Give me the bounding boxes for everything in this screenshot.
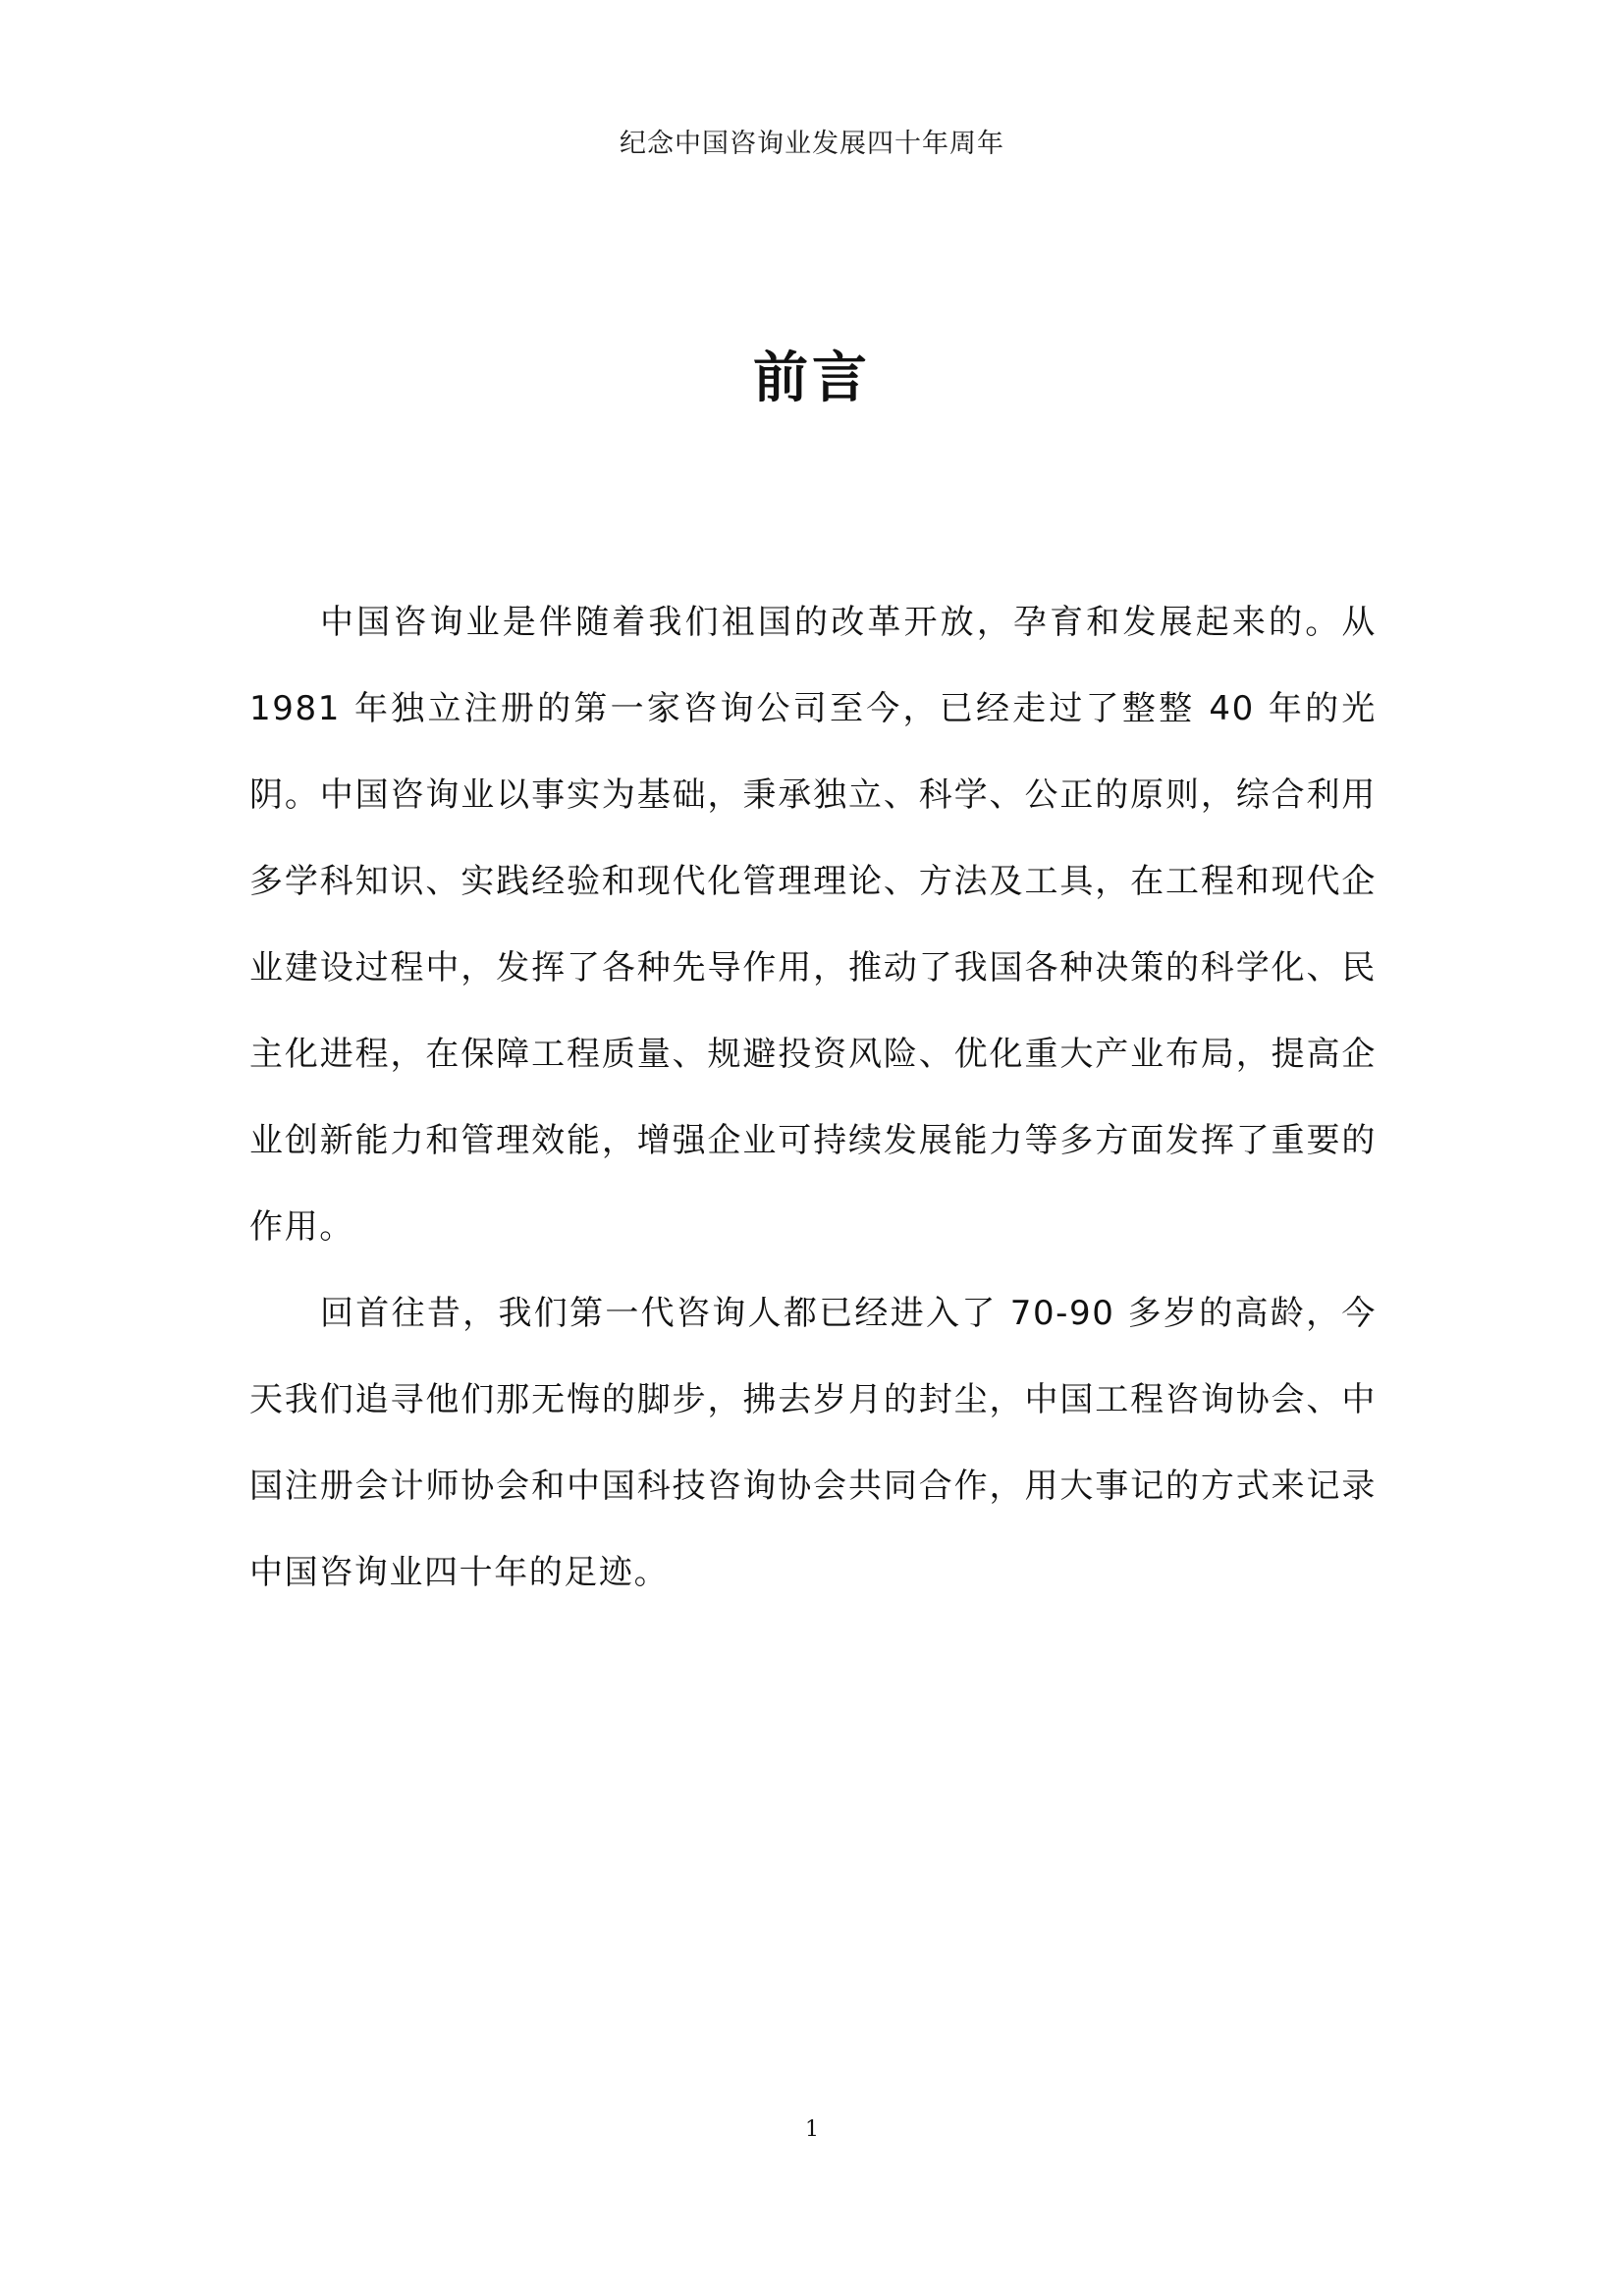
paragraph-2: 回首往昔，我们第一代咨询人都已经进入了 70-90 多岁的高龄，今天我们追寻他们那无悔的脚步，拂去岁月的封尘，中国工程咨询协会、中国注册会计师协会和中国科技咨询协会共同合作，用大事记的方式来记录中国咨询业四十年的足迹。: [249, 1294, 1377, 1592]
running-header: 纪念中国咨询业发展四十年周年: [620, 129, 1004, 159]
paragraph-1: 中国咨询业是伴随着我们祖国的改革开放，孕育和发展起来的。从 1981 年独立注册的第一家咨询公司至今，已经走过了整整 40 年的光阴。中国咨询业以事实为基础，秉承独立、科学、公正的原则，综合利用多学科知识、实践经验和现代化管理理论、方法及工具，在工程和现代企业建设过程中，发挥了各种先导作用，推动了我国各种决策的科学化、民主化进程，在保障工程质量、规避投资风险、优化重大产业布局，提高企业创新能力和管理效能，增强企业可持续发展能力等多方面发挥了重要的作用。: [249, 603, 1377, 1247]
page-number: 1: [805, 2117, 819, 2142]
body-text: [249, 579, 1377, 1616]
page-title: 前言: [753, 347, 871, 410]
